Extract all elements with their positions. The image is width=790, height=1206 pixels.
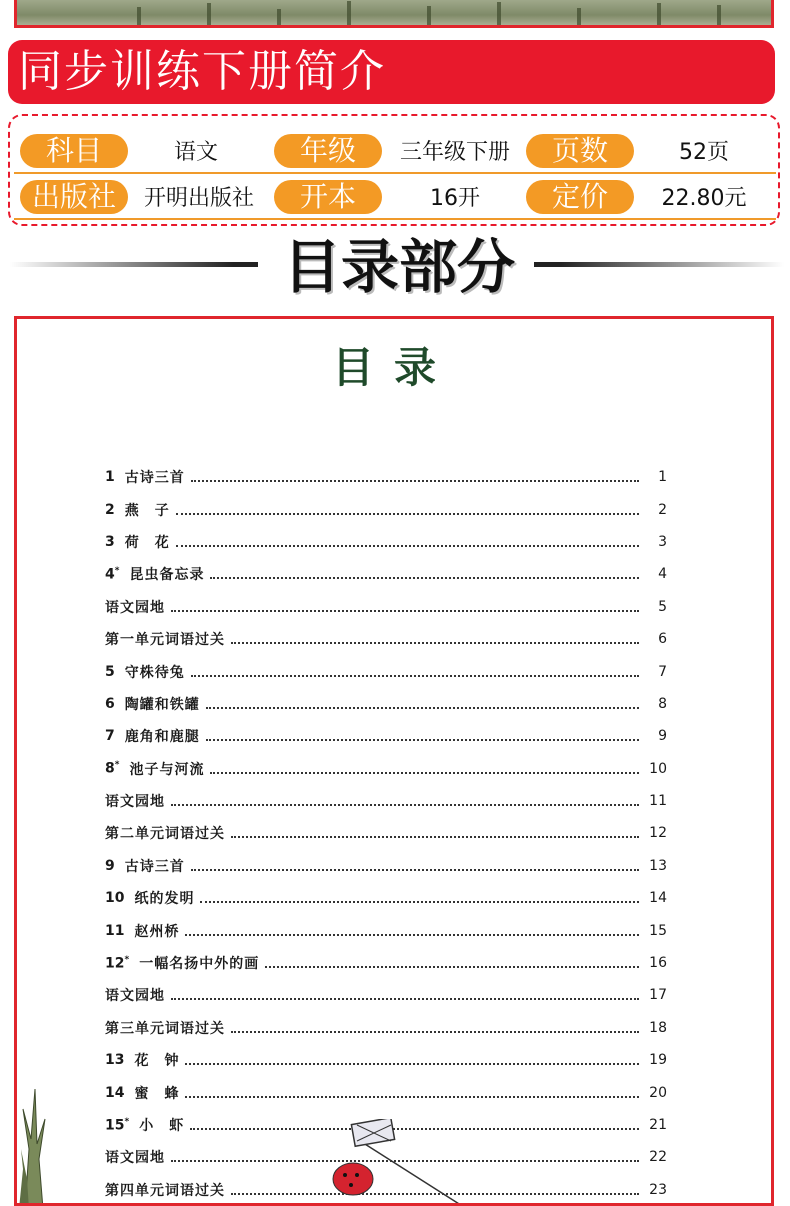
toc-row — [105, 655, 667, 687]
toc-leader-dots — [185, 934, 639, 936]
toc-page-number: 11 — [649, 793, 667, 810]
toc-leader-dots — [171, 804, 639, 806]
toc-row — [105, 817, 667, 849]
toc-entry-title: 第一单元词语过关 — [105, 632, 225, 649]
toc-row — [105, 785, 667, 817]
pages-label: 页数 — [526, 134, 634, 168]
optional-lesson-star: * — [124, 954, 130, 965]
toc-entry-title: 语文园地 — [105, 1150, 165, 1167]
toc-entry-title: 小 虾 — [139, 1118, 185, 1134]
toc-page-number: 17 — [649, 987, 667, 1004]
toc-row — [105, 720, 667, 752]
toc-page-number: 21 — [649, 1117, 667, 1133]
toc-entry-title: 第二单元词语过关 — [105, 826, 225, 843]
toc-row — [105, 914, 667, 946]
toc-row — [105, 1076, 667, 1108]
toc-page-frame — [14, 316, 774, 1206]
toc-entry-title: 陶罐和铁罐 — [124, 696, 200, 713]
top-photo-strip — [14, 0, 774, 28]
grade-label: 年级 — [274, 134, 382, 168]
optional-lesson-star: * — [114, 566, 120, 577]
toc-leader-dots — [191, 869, 639, 871]
subject-label: 科目 — [20, 134, 128, 168]
toc-leader-dots — [191, 480, 639, 482]
toc-leader-dots — [185, 1096, 639, 1098]
toc-entry-title: 荷 花 — [124, 534, 170, 551]
toc-row — [105, 979, 667, 1011]
price-label: 定价 — [526, 180, 634, 214]
section-divider-left — [10, 262, 258, 267]
toc-entry-title: 蜜 蜂 — [134, 1085, 180, 1102]
toc-leader-dots — [191, 675, 639, 677]
toc-entry-title: 第四单元词语过关 — [105, 1182, 225, 1199]
publisher-value: 开明出版社 — [143, 186, 254, 211]
subject-value: 语文 — [173, 140, 218, 165]
toc-entry-title: 语文园地 — [105, 988, 165, 1005]
toc-lesson-number: 7 — [105, 728, 115, 745]
plant-illustration-icon — [17, 1089, 57, 1206]
toc-leader-dots — [206, 739, 639, 741]
toc-page-number: 16 — [649, 955, 667, 972]
optional-lesson-star: * — [114, 760, 120, 771]
toc-page-number: 5 — [658, 598, 667, 615]
toc-leader-dots — [265, 966, 639, 968]
toc-entry-title: 花 钟 — [134, 1053, 180, 1070]
toc-row — [105, 623, 667, 655]
toc-row — [105, 1012, 667, 1044]
toc-entry-title: 古诗三首 — [124, 470, 185, 487]
toc-leader-dots — [206, 707, 639, 709]
toc-row — [105, 882, 667, 914]
toc-row — [105, 526, 667, 558]
toc-page-number: 15 — [649, 922, 667, 939]
toc-lesson-number: 1 — [105, 469, 115, 486]
toc-page-number: 7 — [658, 663, 667, 680]
toc-leader-dots — [185, 1063, 639, 1065]
format-value: 16开 — [430, 186, 480, 211]
toc-page-number: 20 — [649, 1084, 667, 1101]
info-row-2 — [14, 176, 776, 220]
toc-entry-title: 燕 子 — [124, 502, 170, 519]
toc-page-number: 13 — [649, 857, 667, 874]
toc-lesson-number: 10 — [105, 890, 125, 907]
toc-entry-title: 一幅名扬中外的画 — [139, 956, 260, 973]
intro-banner-title: 同步训练下册简介 — [18, 46, 386, 97]
toc-page-number: 10 — [649, 760, 667, 777]
toc-entry-title: 古诗三首 — [124, 858, 185, 875]
publisher-label: 出版社 — [20, 180, 128, 214]
toc-entry-title: 昆虫备忘录 — [129, 567, 205, 584]
toc-lesson-number: 6 — [105, 695, 115, 712]
section-divider-right — [534, 262, 784, 267]
toc-entry-title: 第三单元词语过关 — [105, 1020, 225, 1037]
price-value: 22.80元 — [661, 186, 747, 211]
toc-lesson-number: 9 — [105, 857, 115, 874]
toc-page-number: 22 — [649, 1149, 667, 1166]
info-row-1 — [14, 130, 776, 174]
toc-page-number: 9 — [658, 728, 667, 745]
toc-row — [105, 947, 667, 979]
toc-row — [105, 558, 667, 590]
toc-lesson-number: 13 — [105, 1052, 125, 1069]
toc-page-number: 19 — [649, 1052, 667, 1069]
toc-lesson-number: 11 — [105, 922, 125, 939]
toc-leader-dots — [231, 836, 639, 838]
toc-lesson-number: 8* — [105, 760, 120, 778]
toc-entry-title: 语文园地 — [105, 794, 165, 811]
toc-row — [105, 1044, 667, 1076]
format-label: 开本 — [274, 180, 382, 214]
optional-lesson-star: * — [124, 1116, 130, 1127]
toc-page-number: 18 — [649, 1019, 667, 1036]
toc-lesson-number: 14 — [105, 1084, 125, 1101]
toc-entry-title: 鹿角和鹿腿 — [124, 729, 200, 746]
toc-leader-dots — [171, 998, 639, 1000]
grade-value: 三年级下册 — [399, 140, 510, 165]
toc-page-number: 4 — [658, 566, 667, 583]
toc-lesson-number: 5 — [105, 663, 115, 680]
product-info-box — [8, 114, 780, 226]
toc-leader-dots — [176, 545, 639, 547]
section-title: 目录部分 — [282, 233, 515, 301]
toc-list — [105, 461, 667, 1206]
toc-row — [105, 591, 667, 623]
kite-illustration-icon — [317, 1119, 477, 1206]
toc-page-number: 6 — [658, 631, 667, 648]
toc-row — [105, 753, 667, 785]
toc-page-number: 3 — [658, 533, 667, 550]
toc-leader-dots — [231, 1031, 639, 1033]
toc-row — [105, 850, 667, 882]
toc-lesson-number: 12* — [105, 954, 130, 972]
toc-page-number: 14 — [649, 890, 667, 907]
toc-leader-dots — [171, 610, 639, 612]
toc-entry-title: 赵州桥 — [134, 923, 180, 940]
toc-leader-dots — [210, 772, 639, 774]
toc-row — [105, 688, 667, 720]
toc-lesson-number: 4* — [105, 566, 120, 583]
toc-entry-title: 纸的发明 — [134, 891, 195, 908]
toc-page-number: 12 — [649, 825, 667, 842]
toc-entry-title: 语文园地 — [105, 599, 165, 616]
toc-page-number: 8 — [658, 695, 667, 712]
toc-lesson-number: 15* — [105, 1116, 130, 1134]
toc-leader-dots — [210, 577, 639, 579]
toc-leader-dots — [200, 901, 639, 903]
intro-banner — [8, 40, 775, 104]
toc-title: 目录 — [331, 343, 456, 392]
toc-leader-dots — [231, 642, 639, 644]
toc-lesson-number: 3 — [105, 533, 115, 550]
toc-page-number: 2 — [658, 501, 667, 518]
pages-value: 52页 — [679, 140, 729, 165]
toc-lesson-number: 2 — [105, 501, 115, 518]
toc-entry-title: 守株待兔 — [124, 664, 185, 681]
toc-row — [105, 493, 667, 525]
toc-page-number: 1 — [658, 469, 667, 486]
toc-page-number: 23 — [649, 1181, 667, 1198]
toc-entry-title: 池子与河流 — [129, 761, 205, 778]
toc-row — [105, 461, 667, 493]
toc-leader-dots — [176, 513, 639, 515]
